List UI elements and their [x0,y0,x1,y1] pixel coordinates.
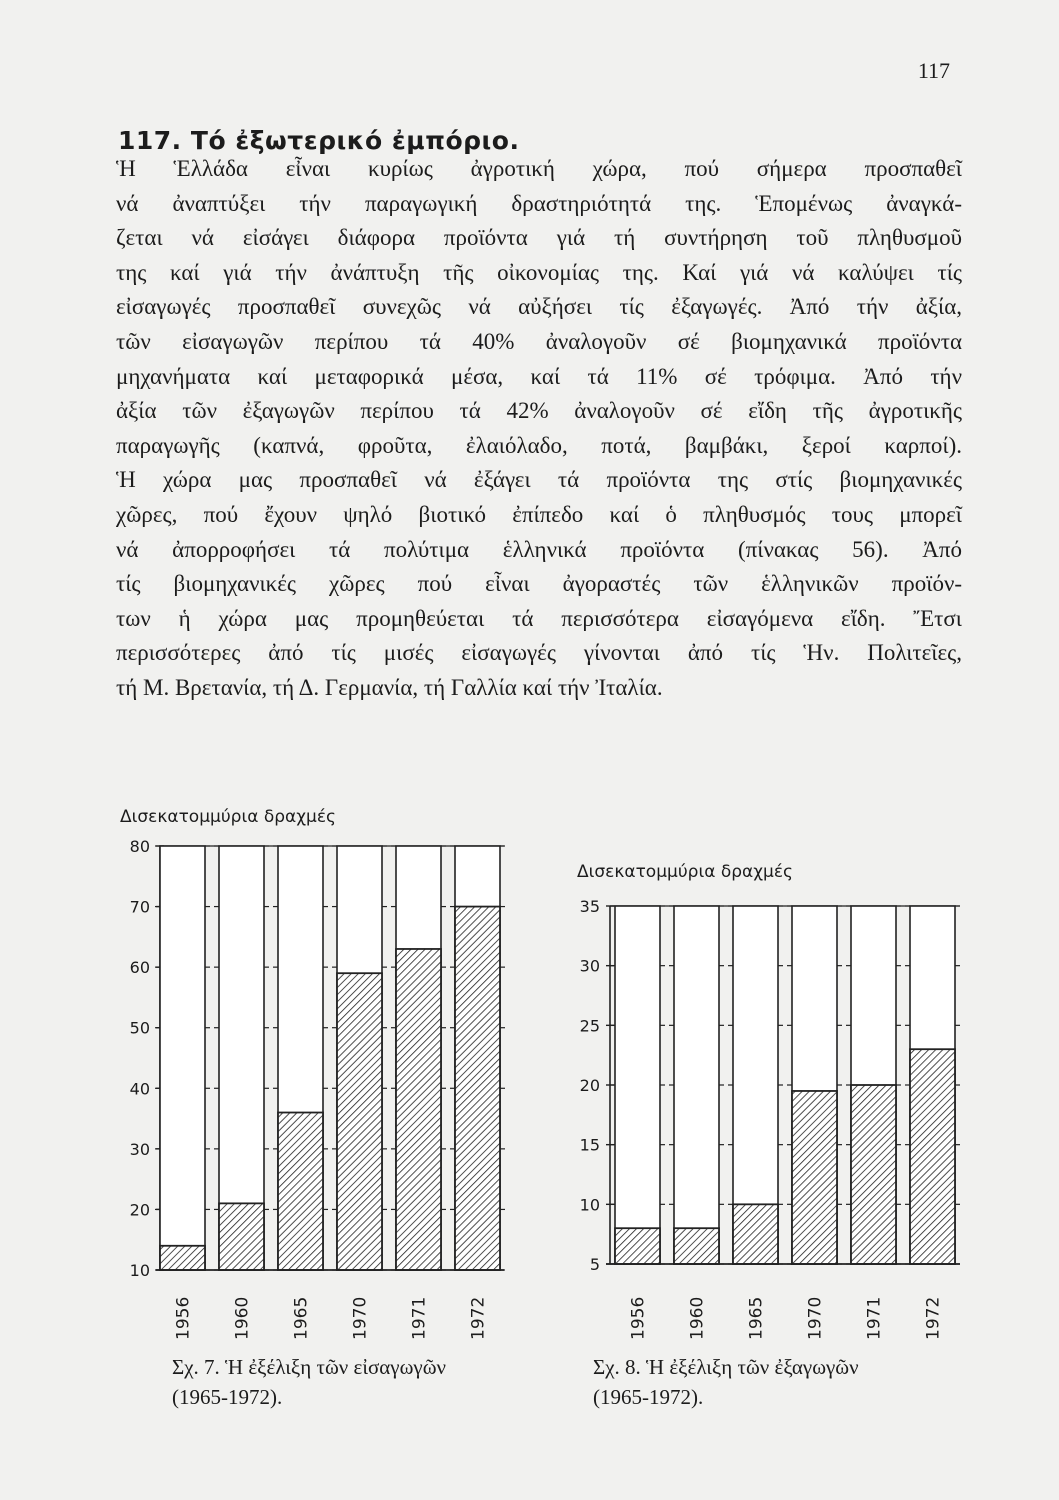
y-tick-label: 35 [579,897,600,916]
y-tick-label: 20 [129,1200,150,1220]
paragraph-line: παραγωγῆς (καπνά, φροῦτα, ἐλαιόλαδο, ποτά, βαμβάκι, ξεροί καρποί). [116,432,962,458]
y-tick-label: 80 [129,837,150,856]
paragraph-line: νά ἀναπτύξει τήν παραγωγική δραστηριότητά της. Ἑπομένως ἀναγκά- [116,190,962,216]
paragraph-line: περισσότερες ἀπό τίς μισές εἰσαγωγές γίνονται ἀπό τίς Ἡν. Πολιτεῖες, [116,640,962,666]
x-tick-label: 1965 [291,1296,312,1340]
x-tick-label: 1971 [864,1296,885,1340]
paragraph-line: Ἡ χώρα μας προσπαθεῖ νά ἐξάγει τά προϊόντα της στίς βιομηχανικές [116,467,962,493]
x-tick-label: 1970 [805,1296,826,1340]
y-tick-label: 10 [129,1261,150,1280]
y-tick-label: 5 [589,1255,600,1274]
y-tick-label: 50 [129,1018,150,1038]
paragraph-line: χῶρες, πού ἔχουν ψηλό βιοτικό ἐπίπεδο καί ὁ πληθυσμός τους μπορεῖ [116,501,962,527]
bar [733,1204,778,1264]
imports-chart [100,800,520,1360]
y-tick-label: 30 [129,1139,150,1159]
y-tick-label: 15 [579,1135,600,1155]
y-tick-label: 20 [579,1076,600,1095]
section-title: 117. Τό ἐξωτερικό ἐμπόριο. [118,126,520,155]
body-paragraph [116,152,962,706]
x-tick-label: 1971 [409,1296,430,1340]
paragraph-line: τή Μ. Βρετανία, τή Δ. Γερμανία, τή Γαλλία καί τήν Ἰταλία. [116,674,663,700]
x-tick-label: 1960 [687,1296,708,1340]
bar [615,1228,660,1264]
paragraph-line: των ἡ χώρα μας προμηθεύεται τά περισσότερα εἰσαγόμενα εἴδη. Ἔτσι [116,605,962,631]
page-number: 117 [917,58,950,83]
paragraph-line: εἰσαγωγές προσπαθεῖ συνεχῶς νά αὐξήσει τίς ἐξαγωγές. Ἀπό τήν ἀξία, [116,294,962,320]
y-tick-label: 25 [579,1016,600,1036]
bar [455,907,500,1270]
bar [674,1228,719,1264]
paragraph-line: ζεται νά εἰσάγει διάφορα προϊόντα γιά τή συντήρηση τοῦ πληθυσμοῦ [116,225,962,251]
paragraph-line: νά ἀπορροφήσει τά πολύτιμα ἑλληνικά προϊόντα (πίνακας 56). Ἀπό [116,536,962,562]
y-axis-label: Δισεκατομμύρια δραχμές [120,807,337,827]
bar [337,973,382,1270]
bar [278,1113,323,1270]
x-tick-label: 1965 [746,1296,767,1340]
paragraph-line: τίς βιομηχανικές χῶρες πού εἶναι ἀγοραστές τῶν ἑλληνικῶν προϊόν- [116,571,962,597]
x-tick-label: 1972 [923,1296,944,1340]
exports-chart [555,850,975,1360]
x-tick-label: 1956 [628,1296,649,1340]
paragraph-line: ἀξία τῶν ἐξαγωγῶν περίπου τά 42% ἀναλογοῦν σέ εἴδη τῆς ἀγροτικῆς [116,398,962,424]
paragraph-line: μηχανήματα καί μεταφορικά μέσα, καί τά 11% σέ τρόφιμα. Ἀπό τήν [116,363,962,389]
y-tick-label: 40 [129,1079,150,1099]
imports-chart-caption [172,1352,446,1412]
caption-line: (1965-1972). [172,1385,283,1409]
bar [160,1246,205,1270]
paragraph-line: Ἡ Ἑλλάδα εἶναι κυρίως ἀγροτική χώρα, πού σήμερα προσπαθεῖ [116,156,962,181]
y-tick-label: 60 [129,958,150,978]
y-tick-label: 10 [579,1195,600,1215]
x-tick-label: 1972 [468,1296,489,1340]
bar [910,1049,955,1264]
y-tick-label: 30 [579,956,600,976]
caption-line: Σχ. 7. Ἡ ἐξέλιξη τῶν εἰσαγωγῶν [172,1355,447,1379]
y-axis-label: Δισεκατομμύρια δραχμές [577,862,794,882]
bar-outline [160,846,205,1270]
caption-line: (1965-1972). [593,1385,704,1409]
exports-chart-caption [593,1352,859,1412]
bar [851,1085,896,1264]
x-tick-label: 1960 [232,1296,253,1340]
bar-outline [615,906,660,1264]
x-tick-label: 1956 [173,1296,194,1340]
bar-outline [674,906,719,1264]
bar [792,1091,837,1264]
caption-line: Σχ. 8. Ἡ ἐξέλιξη τῶν ἐξαγωγῶν [593,1355,859,1379]
bar [219,1203,264,1270]
bar [396,949,441,1270]
paragraph-line: τῶν εἰσαγωγῶν περίπου τά 40% ἀναλογοῦν σέ βιομηχανικά προϊόντα [116,328,962,354]
paragraph-line: της καί γιά τήν ἀνάπτυξη τῆς οἰκονομίας της. Καί γιά νά καλύψει τίς [116,259,962,285]
x-tick-label: 1970 [350,1296,371,1340]
y-tick-label: 70 [129,897,150,917]
